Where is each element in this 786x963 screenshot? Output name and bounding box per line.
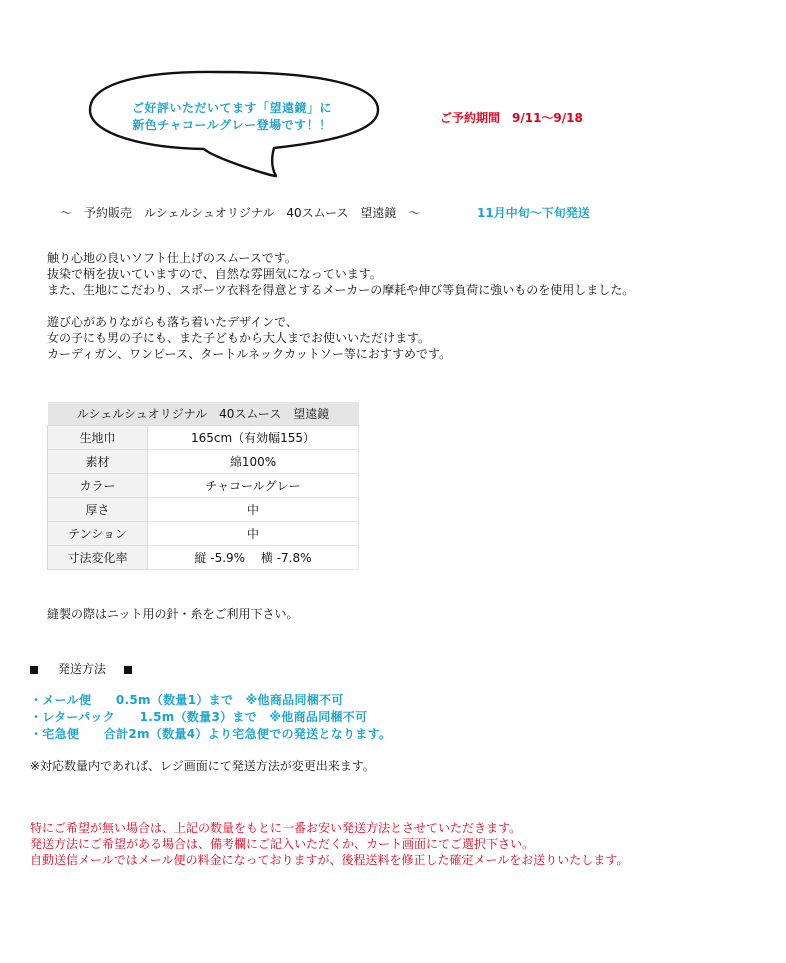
- sewing-note: 縫製の際はニット用の針・糸をご利用下さい。: [47, 607, 299, 621]
- spec-table-header: ルシェルシュオリジナル 40スムース 望遠鏡: [48, 402, 359, 426]
- table-row: [48, 498, 359, 522]
- shipping-note: ※対応数量内であれば、レジ画面にて発送方法が変更出来ます。: [30, 759, 375, 773]
- table-row: [48, 450, 359, 474]
- shipping-option: ・宅急便 合計2m（数量4）より宅急便での発送となります。: [30, 727, 392, 741]
- headline-ship-note: 11月中旬～下旬発送: [477, 206, 590, 220]
- spec-table-header-row: [48, 402, 359, 426]
- bubble-text-line1: ご好評いただいてます「望遠鏡」に: [131, 101, 332, 115]
- shipping-heading: [30, 660, 132, 677]
- spec-value: 中: [148, 498, 359, 522]
- bubble-text-line2: 新色チャコールグレー登場です！！: [132, 118, 332, 132]
- spec-value: 縦 -5.9% 横 -7.8%: [148, 546, 359, 570]
- table-row: [48, 474, 359, 498]
- spec-value: チャコールグレー: [148, 474, 359, 498]
- description-line: 抜染で柄を抜いていますので、自然な雰囲気になっています。: [47, 267, 382, 281]
- square-bullet-icon: [124, 666, 132, 674]
- spec-value: 165cm（有効幅155）: [148, 426, 359, 450]
- table-row: [48, 522, 359, 546]
- shipping-option: ・メール便 0.5m（数量1）まで ※他商品同梱不可: [30, 693, 344, 707]
- headline-title: ～ 予約販売 ルシェルシュオリジナル 40スムース 望遠鏡 ～: [60, 206, 421, 220]
- spec-table: [47, 402, 359, 570]
- notice-line: 特にご希望が無い場合は、上記の数量をもとに一番お安い発送方法とさせていただきます。: [30, 821, 522, 835]
- spec-label: 素材: [48, 450, 148, 474]
- description-line: カーディガン、ワンピース、タートルネックカットソー等におすすめです。: [47, 347, 452, 361]
- notice-line: 発送方法にご希望がある場合は、備考欄にご記入いただくか、カート画面にてご選択下さい。: [30, 837, 535, 851]
- spec-label: テンション: [48, 522, 148, 546]
- square-bullet-icon: [30, 666, 38, 674]
- spec-label: 寸法変化率: [48, 546, 148, 570]
- spec-value: 中: [148, 522, 359, 546]
- spec-label: 生地巾: [48, 426, 148, 450]
- table-row: [48, 546, 359, 570]
- spec-label: 厚さ: [48, 498, 148, 522]
- shipping-heading-label: 発送方法: [57, 662, 106, 676]
- description-line: また、生地にこだわり、スポーツ衣料を得意とするメーカーの摩耗や伸び等負荷に強いものを使用しました。: [47, 283, 635, 297]
- description-line: 女の子にも男の子にも、また子どもから大人までお使いいただけます。: [47, 331, 431, 345]
- notice-line: 自動送信メールではメール便の料金になっておりますが、後程送料を修正した確定メールをお送りいたします。: [30, 853, 629, 867]
- table-row: [48, 426, 359, 450]
- spec-label: カラー: [48, 474, 148, 498]
- description-line: 遊び心がありながらも落ち着いたデザインで、: [47, 315, 298, 329]
- description-line: 触り心地の良いソフト仕上げのスムースです。: [47, 251, 297, 265]
- reservation-period: ご予約期間 9/11～9/18: [440, 111, 583, 125]
- spec-value: 綿100%: [148, 450, 359, 474]
- shipping-option: ・レターパック 1.5m（数量3）まで ※他商品同梱不可: [30, 710, 368, 724]
